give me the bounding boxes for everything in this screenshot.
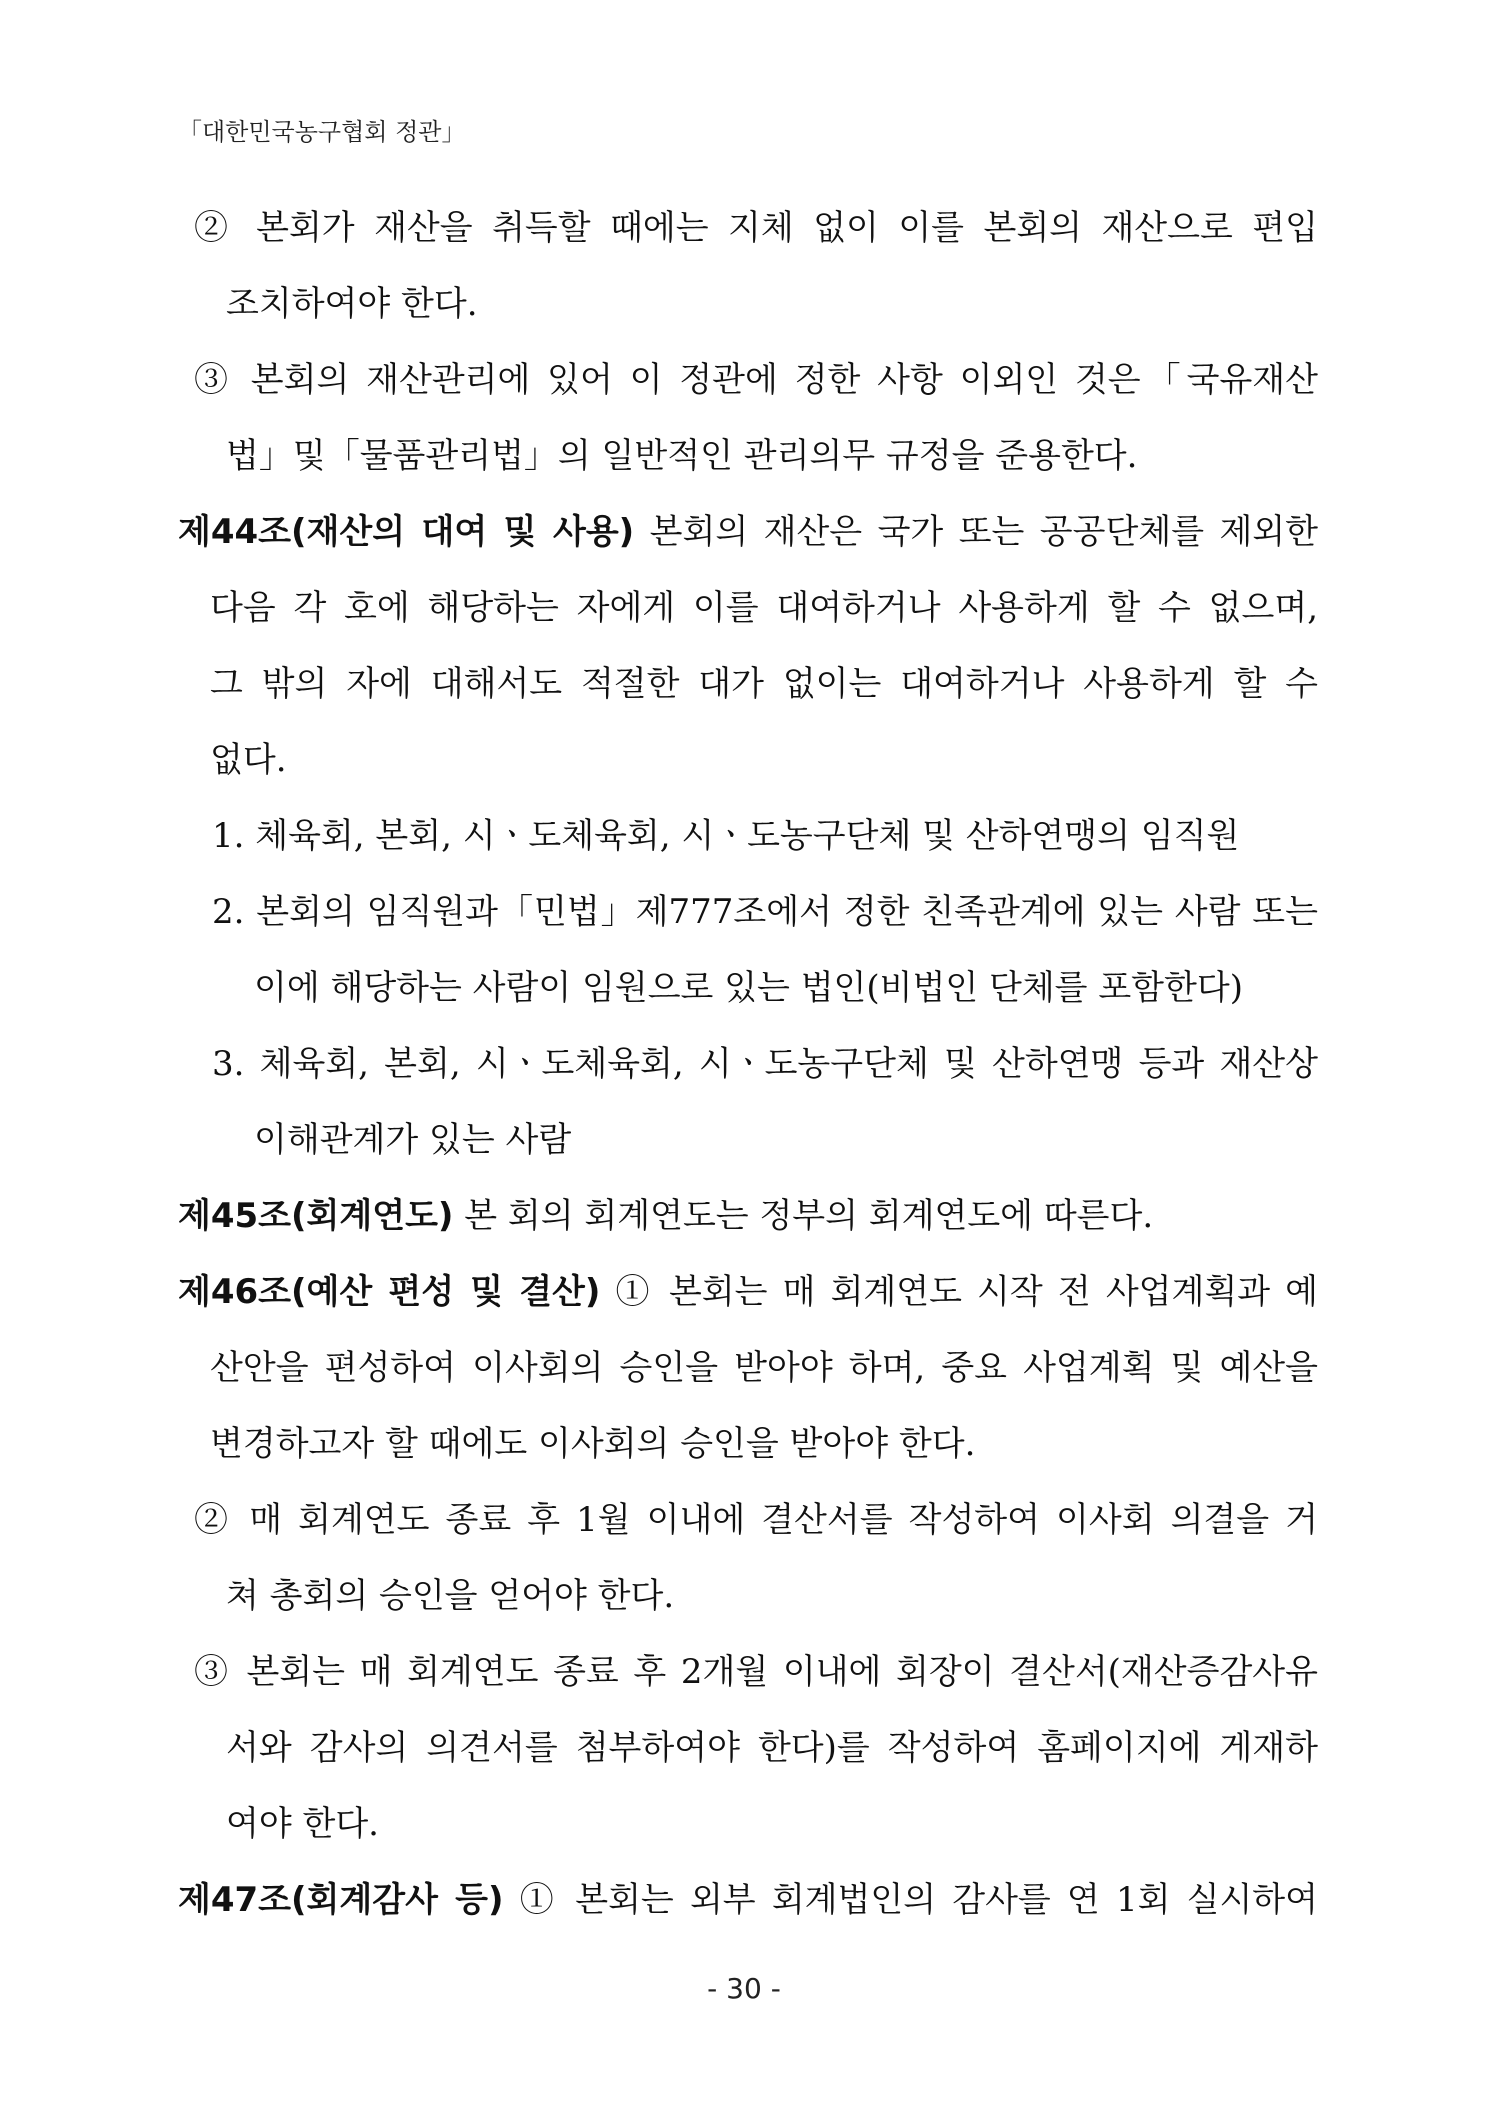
article-title: 제46조(예산 편성 및 결산) bbox=[178, 1272, 601, 1312]
text-line: 법」및「물품관리법」의 일반적인 관리의무 규정을 준용한다. bbox=[226, 436, 1138, 476]
article-title: 제45조(회계연도) bbox=[178, 1196, 454, 1236]
list-item-continuation: 이해관계가 있는 사람 bbox=[254, 1120, 572, 1160]
list-item: 3. 체육회, 본회, 시ㆍ도체육회, 시ㆍ도농구단체 및 산하연맹 등과 재산상 bbox=[212, 1044, 1318, 1084]
article-text: ① 본회는 매 회계연도 시작 전 사업계획과 예 bbox=[600, 1272, 1318, 1312]
article-45 bbox=[178, 1178, 1318, 1254]
document-header: 「대한민국농구협회 정관」 bbox=[178, 118, 466, 146]
text-line: 변경하고자 할 때에도 이사회의 승인을 받아야 한다. bbox=[210, 1424, 976, 1464]
text-line: ③ 본회는 매 회계연도 종료 후 2개월 이내에 회장이 결산서(재산증감사유 bbox=[194, 1652, 1318, 1692]
article-title: 제47조(회계감사 등) bbox=[178, 1880, 504, 1920]
list-item: 1. 체육회, 본회, 시ㆍ도체육회, 시ㆍ도농구단체 및 산하연맹의 임직원 bbox=[212, 816, 1240, 856]
text-line: 다음 각 호에 해당하는 자에게 이를 대여하거나 사용하게 할 수 없으며, bbox=[210, 588, 1318, 628]
document-body bbox=[178, 190, 1318, 1938]
text-line: 여야 한다. bbox=[226, 1804, 379, 1844]
text-line: 조치하여야 한다. bbox=[226, 284, 478, 324]
text-line: ③ 본회의 재산관리에 있어 이 정관에 정한 사항 이외인 것은「국유재산 bbox=[194, 360, 1318, 400]
article-title: 제44조(재산의 대여 및 사용) bbox=[178, 512, 635, 552]
text-line: 서와 감사의 의견서를 첨부하여야 한다)를 작성하여 홈페이지에 게재하 bbox=[226, 1728, 1318, 1768]
text-line: 산안을 편성하여 이사회의 승인을 받아야 하며, 중요 사업계획 및 예산을 bbox=[210, 1348, 1318, 1388]
text-line: 그 밖의 자에 대해서도 적절한 대가 없이는 대여하거나 사용하게 할 수 bbox=[210, 664, 1318, 704]
text-line: 쳐 총회의 승인을 얻어야 한다. bbox=[226, 1576, 675, 1616]
text-line: ② 매 회계연도 종료 후 1월 이내에 결산서를 작성하여 이사회 의결을 거 bbox=[194, 1500, 1318, 1540]
article-text: ① 본회는 외부 회계법인의 감사를 연 1회 실시하여 bbox=[503, 1880, 1318, 1920]
article-text: 본 회의 회계연도는 정부의 회계연도에 따른다. bbox=[453, 1196, 1154, 1236]
article-46 bbox=[178, 1254, 1318, 1330]
page-number: - 30 - bbox=[707, 1972, 781, 2005]
article-44 bbox=[178, 494, 1318, 570]
article-47 bbox=[178, 1862, 1318, 1938]
text-line: ② 본회가 재산을 취득할 때에는 지체 없이 이를 본회의 재산으로 편입 bbox=[194, 208, 1318, 248]
text-line: 없다. bbox=[210, 740, 287, 780]
article-text: 본회의 재산은 국가 또는 공공단체를 제외한 bbox=[634, 512, 1318, 552]
list-item-continuation: 이에 해당하는 사람이 임원으로 있는 법인(비법인 단체를 포함한다) bbox=[254, 968, 1243, 1008]
list-item: 2. 본회의 임직원과「민법」제777조에서 정한 친족관계에 있는 사람 또는 bbox=[212, 892, 1318, 932]
